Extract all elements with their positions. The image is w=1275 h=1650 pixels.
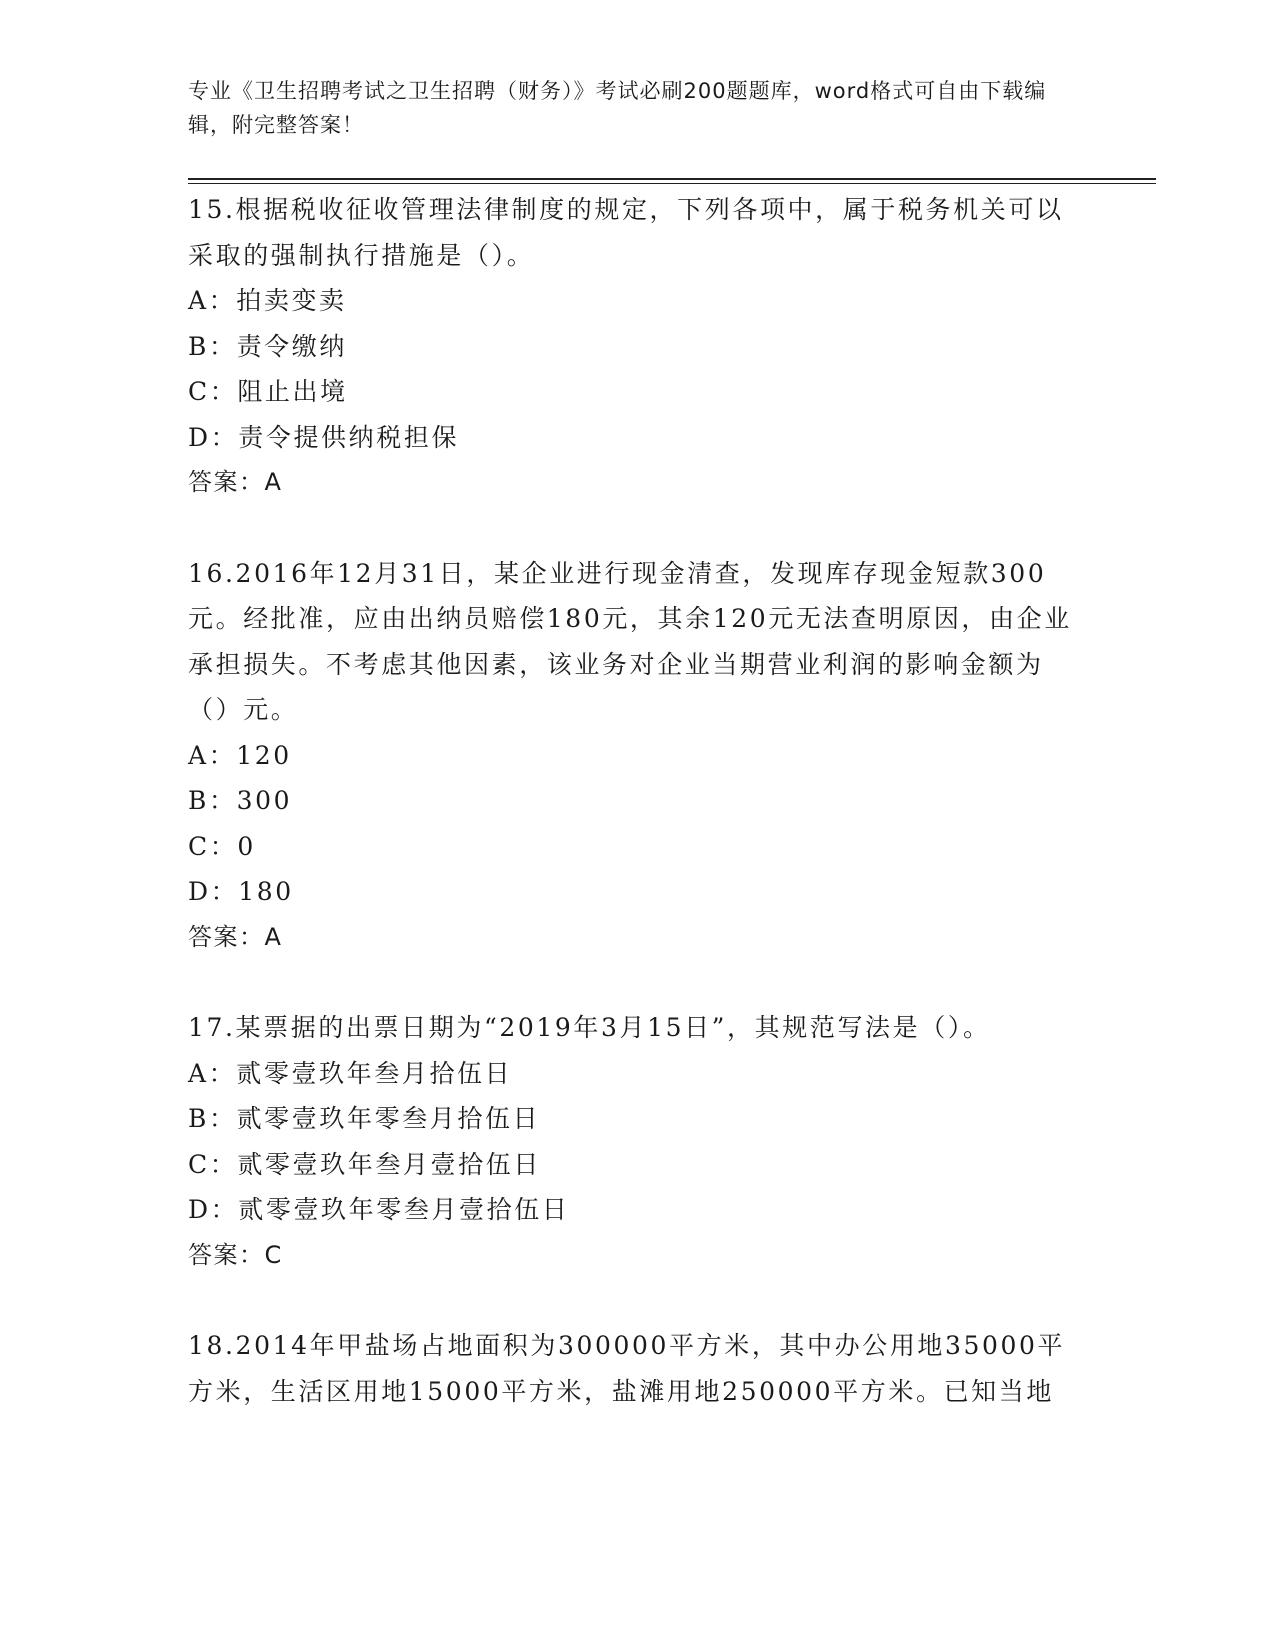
question-stem: 17.某票据的出票日期为“2019年3月15日”，其规范写法是（）。 bbox=[188, 1013, 991, 1042]
option-d: D：180 bbox=[188, 877, 294, 906]
question-stem: 15.根据税收征收管理法律制度的规定，下列各项中，属于税务机关可以采取的强制执行措施是（）。 bbox=[188, 195, 1064, 270]
option-b: B：责令缴纳 bbox=[188, 331, 347, 361]
option-d: D：责令提供纳税担保 bbox=[188, 422, 460, 452]
question-18 bbox=[188, 1323, 1078, 1414]
option-a: A：120 bbox=[188, 740, 292, 770]
answer: 答案：C bbox=[188, 1240, 283, 1269]
option-c: C：0 bbox=[188, 831, 256, 861]
question-stem: 18.2014年甲盐场占地面积为300000平方米，其中办公用地35000平方米，生活区用地15000平方米，盐滩用地250000平方米。已知当地 bbox=[188, 1331, 1066, 1406]
option-d: D：贰零壹玖年零叁月壹拾伍日 bbox=[188, 1195, 570, 1224]
question-stem: 16.2016年12月31日，某企业进行现金清查，发现库存现金短款300元。经批准，应由出纳员赔偿180元，其余120元无法查明原因，由企业承担损失。不考虑其他因素，该业务对企业当期营业利润的影响金额为（）元。 bbox=[188, 558, 1072, 724]
question-15 bbox=[188, 187, 1078, 506]
header-divider-thin bbox=[188, 183, 1156, 184]
option-c: C：贰零壹玖年叁月壹拾伍日 bbox=[188, 1149, 541, 1179]
document-header: 专业《卫生招聘考试之卫生招聘（财务）》考试必刷200题题库，word格式可自由下载编辑，附完整答案！ bbox=[188, 79, 1047, 137]
option-b: B：贰零壹玖年零叁月拾伍日 bbox=[188, 1104, 541, 1133]
question-16 bbox=[188, 551, 1078, 961]
option-c: C：阻止出境 bbox=[188, 377, 348, 406]
option-b: B：300 bbox=[188, 786, 293, 815]
question-list bbox=[188, 187, 1078, 1414]
question-17 bbox=[188, 1005, 1078, 1278]
option-a: A：拍卖变卖 bbox=[188, 286, 347, 315]
answer: 答案：A bbox=[188, 922, 283, 951]
option-a: A：贰零壹玖年叁月拾伍日 bbox=[188, 1058, 513, 1088]
answer: 答案：A bbox=[188, 468, 283, 496]
header-divider-thick bbox=[188, 178, 1156, 180]
